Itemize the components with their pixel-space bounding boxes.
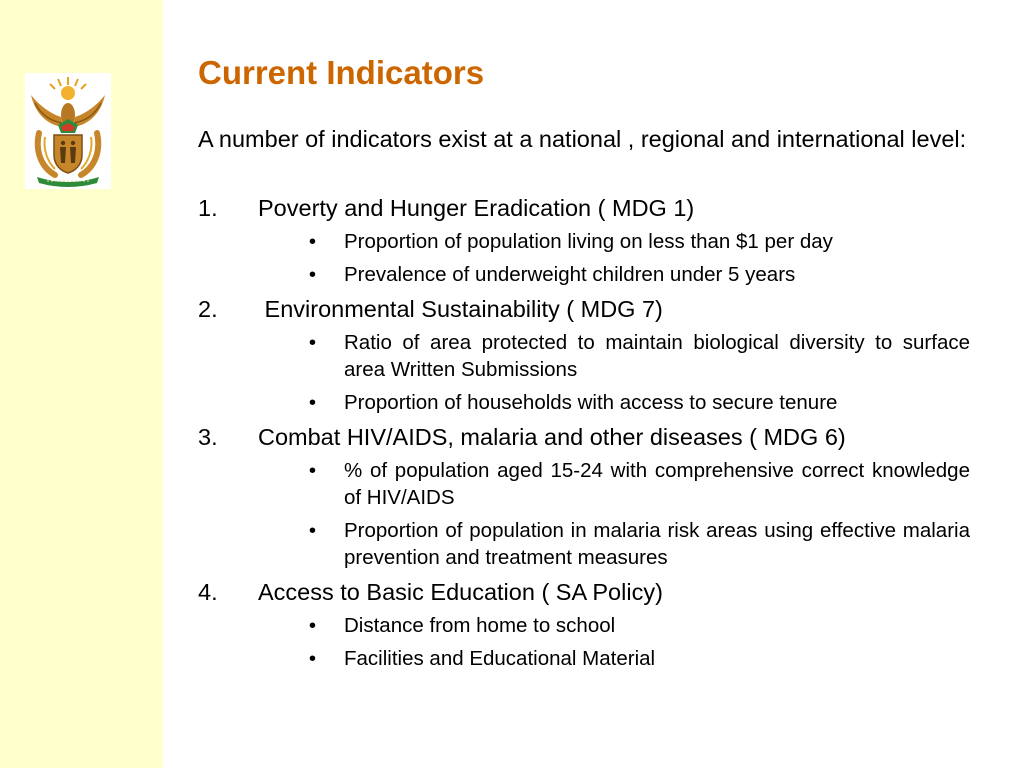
item-label: Access to Basic Education ( SA Policy) [258, 579, 663, 605]
sub-list-item [198, 517, 970, 571]
sub-item-text: Facilities and Educational Material [344, 647, 656, 670]
bullet-icon: • [308, 459, 316, 482]
sub-list [198, 612, 970, 672]
bullet-icon: • [308, 519, 316, 542]
sub-list-item [198, 261, 970, 288]
item-label: Poverty and Hunger Eradication ( MDG 1) [258, 195, 695, 221]
sub-item-text: Distance from home to school [344, 614, 616, 637]
sub-list-item [198, 645, 970, 672]
indicator-heading [198, 294, 970, 325]
item-number: 3. [198, 424, 218, 450]
indicator-heading [198, 193, 970, 224]
item-label: Combat HIV/AIDS, malaria and other diseases ( MDG 6) [258, 424, 846, 450]
item-label: Environmental Sustainability ( MDG 7) [258, 296, 663, 322]
indicator-item [198, 577, 970, 672]
sub-item-text: Ratio of area protected to maintain biological diversity to surface area Written Submissions [344, 331, 970, 381]
spacer [198, 155, 970, 193]
coat-of-arms-icon [25, 73, 111, 189]
bullet-icon: • [308, 263, 316, 286]
sub-item-text: Proportion of population in malaria risk areas using effective malaria prevention and treatment measures [344, 519, 970, 569]
indicator-list [198, 193, 970, 672]
indicator-heading [198, 577, 970, 608]
sub-item-text: Prevalence of underweight children under 5 years [344, 263, 796, 286]
bullet-icon: • [308, 391, 316, 414]
indicator-heading [198, 422, 970, 453]
item-number: 1. [198, 195, 218, 221]
sub-list-item [198, 612, 970, 639]
bullet-icon: • [308, 614, 316, 637]
sub-item-text: Proportion of households with access to secure tenure [344, 391, 838, 414]
indicator-item [198, 193, 970, 288]
indicator-item [198, 294, 970, 416]
sub-list [198, 228, 970, 288]
slide-body [198, 124, 970, 678]
bullet-icon: • [308, 647, 316, 670]
sub-list-item [198, 329, 970, 383]
sub-list-item [198, 457, 970, 511]
intro-paragraph: A number of indicators exist at a national , regional and international level: [198, 126, 967, 152]
bullet-icon: • [308, 331, 316, 354]
sub-item-text: % of population aged 15-24 with comprehensive correct knowledge of HIV/AIDS [344, 459, 970, 509]
sub-item-text: Proportion of population living on less than $1 per day [344, 230, 833, 253]
sub-list-item [198, 228, 970, 255]
sub-list-item [198, 389, 970, 416]
item-number: 4. [198, 579, 218, 605]
item-number: 2. [198, 296, 218, 322]
indicator-item [198, 422, 970, 571]
bullet-icon: • [308, 230, 316, 253]
sub-list [198, 457, 970, 571]
page-title: Current Indicators [198, 54, 485, 91]
sub-list [198, 329, 970, 416]
